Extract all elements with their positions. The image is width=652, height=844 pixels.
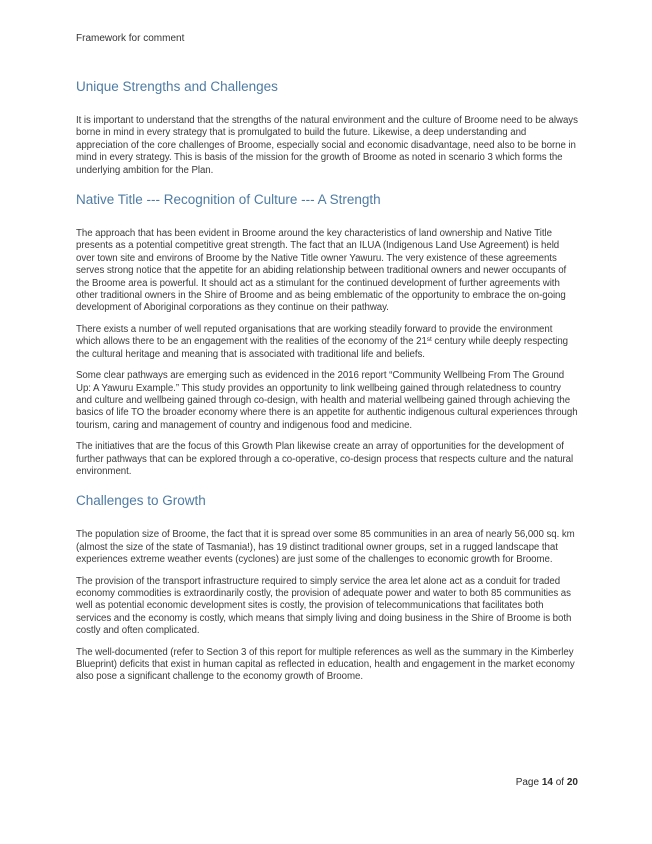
footer-page-label: Page: [515, 777, 540, 788]
paragraph: [76, 576, 578, 638]
paragraph-text: The approach that has been evident in Broome around the key characteristics of land ownership and Native Title presents as a potential competitive great strength. The fact that an ILUA (Indigenous Land Use Agreement) is held over town site and environs of Broome by the Native Title owner Yawuru. The very existence of these agreements serves strong notice that the appetite for an abiding relationship between traditional owners and newer occupants of the Broome area is powerful. It should act as a stimulant for the continued development of further agreements with other traditional owners in the Shire of Broome and as being emblematic of the opportunity to embrace the on-going development of Aboriginal corporations as they continue on their pathway.: [76, 228, 567, 314]
superscript-text: st: [426, 336, 432, 344]
paragraph-text: The initiatives that are the focus of this Growth Plan likewise create an array of opportunities for the development of further pathways that can be explored through a co-operative, co-design process that respects culture and the natural environment.: [76, 441, 574, 477]
section-heading: Native Title --- Recognition of Culture --- A Strength: [76, 192, 381, 208]
paragraph-text: It is important to understand that the strengths of the natural environment and the culture of Broome need to be always borne in mind in every strategy that is promulgated to build the future. Likewise, a deep understanding and appreciation of the core challenges of Broome, especially social and economic disadvantage, need also to be borne in mind in every strategy. This is basis of the mission for the growth of Broome as noted in scenario 3 which forms the underlying ambition for the Plan.: [76, 115, 578, 176]
paragraph-text: The well-documented (refer to Section 3 of this report for multiple references as well as the summary in the Kimberley Blueprint) deficits that exist in human capital as reflected in education, health and engagement in the market economy also pose a significant challenge to the economy growth of Broome.: [76, 646, 575, 683]
paragraph-text: The provision of the transport infrastructure required to simply service the area let alone act as a conduit for traded economy commodities is extraordinarily costly, the provision of adequate power and water to both 85 communities as well as potential economic development sites is costly, the provision of telecommunications that facilitates both services and the economy is costly, which means that simply living and doing business in the Shire of Broome is both costly and often complicated.: [76, 575, 572, 637]
paragraph: [76, 370, 578, 432]
document-body: [76, 70, 578, 693]
footer-of-label: of: [555, 777, 565, 788]
section-heading: Challenges to Growth: [76, 493, 206, 509]
paragraph: [76, 529, 578, 566]
paragraph: [76, 228, 578, 315]
paragraph-text: There exists a number of well reputed organisations that are working steadily forward to provide the environment which allows there to be an engagement with the realities of the economy of the 21: [76, 323, 553, 348]
paragraph: [76, 441, 578, 478]
paragraph-text: century while deeply respecting the cultural heritage and meaning that is associated with traditional life and beliefs.: [76, 336, 569, 360]
paragraph-text: Some clear pathways are emerging such as evidenced in the 2016 report “Community Wellbeing From The Ground Up: A Yawuru Example.” This study provides an opportunity to link wellbeing gained through relatedness to country and culture and wellbeing gained through co-design, with health and material wellbeing gained through achieving the basics of life TO the broader economy where there is an appetite for authentic indigenous cultural experiences through tourism, caring and management of country and indigenous food and medicine.: [76, 370, 578, 431]
footer-page-total: 20: [566, 777, 578, 788]
section-heading: Unique Strengths and Challenges: [76, 79, 278, 94]
paragraph: [76, 115, 578, 177]
document-header: Framework for comment: [76, 33, 185, 44]
paragraph-text: The population size of Broome, the fact that it is spread over some 85 communities in an area of nearly 56,000 sq. km (almost the size of the state of Tasmania!), has 19 distinct traditional owner groups, set in a rugged landscape that experiences extreme weather events (cyclones) are just some of the challenges to economic growth for Broome.: [76, 529, 575, 566]
footer-page-number: 14: [541, 777, 553, 788]
page-number-footer: [516, 777, 578, 789]
paragraph: [76, 647, 578, 684]
paragraph: [76, 324, 578, 361]
